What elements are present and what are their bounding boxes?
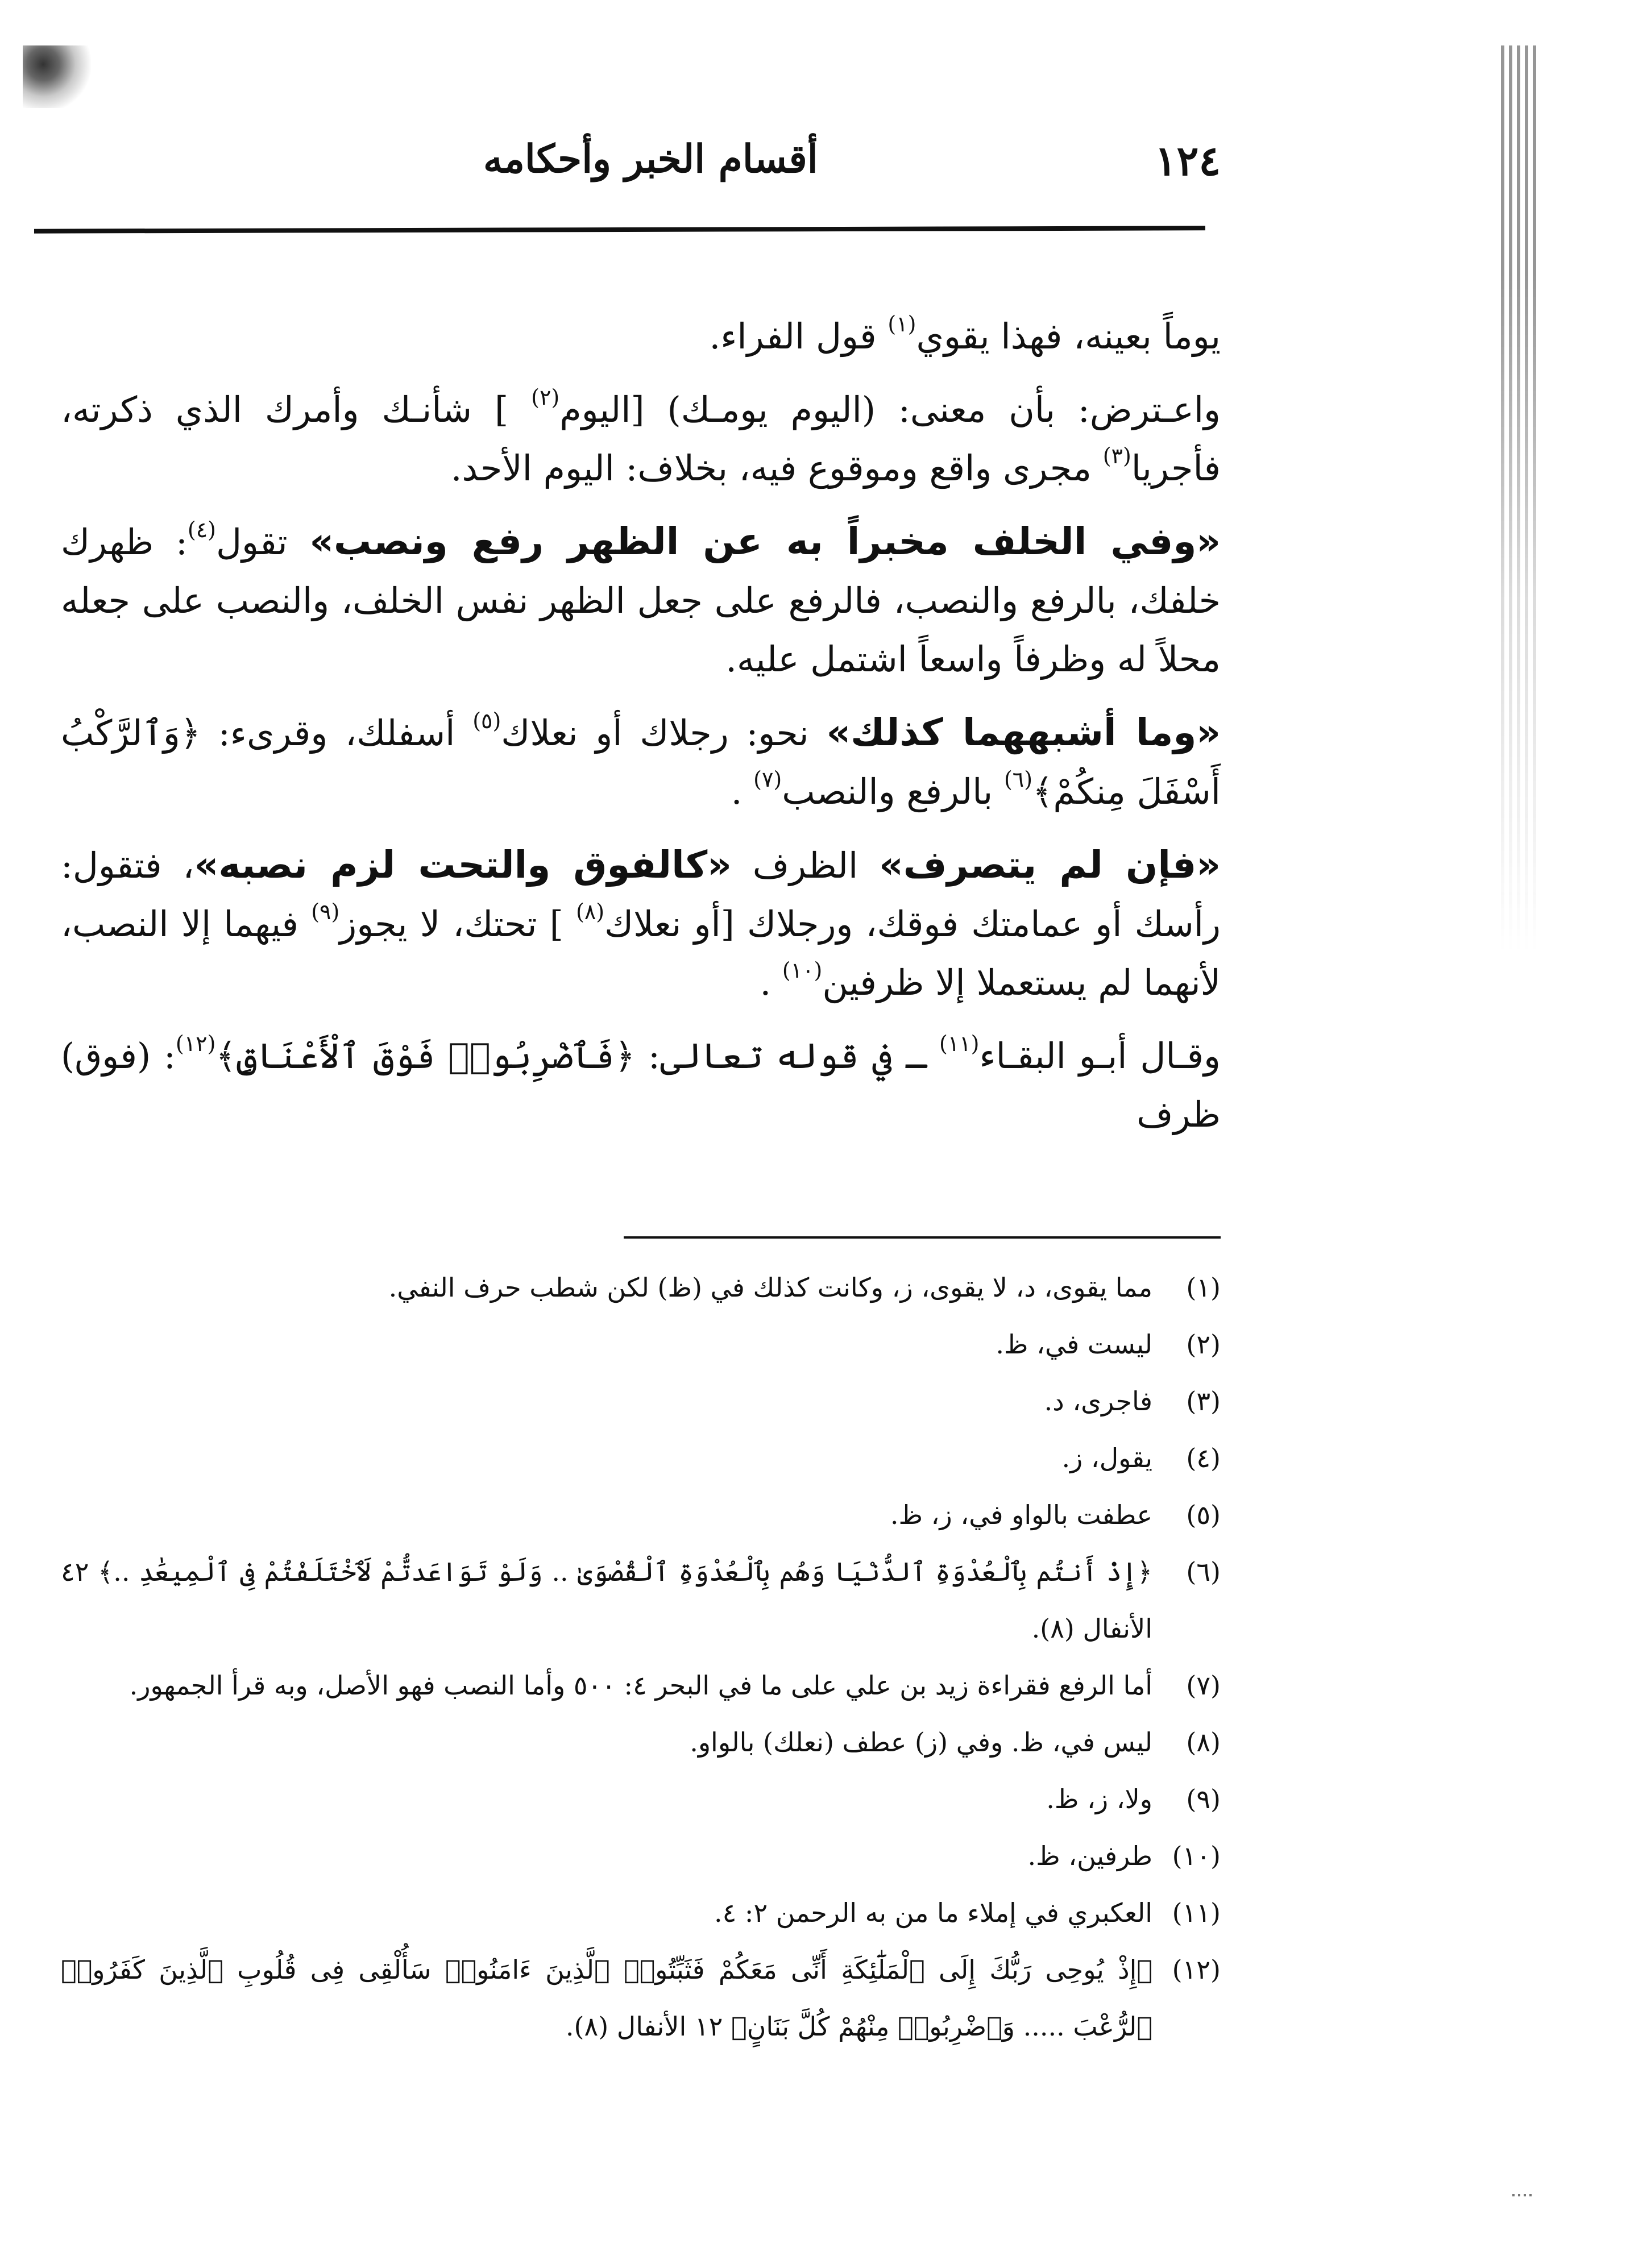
- text: وقـال أبـو البقـاء: [979, 1035, 1221, 1077]
- footnote-item: [61, 1259, 1221, 1316]
- text: ، فتقول: رأسك أو عمامتك فوقك، ورجلاك [أو نعلاك: [61, 845, 1221, 945]
- footnote-separator: [624, 1236, 1221, 1239]
- footnote-item: [61, 1373, 1221, 1430]
- running-title: أقسام الخبر وأحكامه: [483, 136, 818, 182]
- paragraph-4: [61, 703, 1221, 821]
- footnote-number: (٧): [1186, 1670, 1221, 1701]
- scan-artifact-dots: [1512, 2194, 1535, 2196]
- text: : ظهرك خلفك، بالرفع والنصب، فالرفع على جعل الظهر نفس الخلف، والنصب على جعله محلاً له وظرفاً واسعاً اشتمل عليه.: [61, 521, 1221, 680]
- text: قول الفراء.: [709, 315, 888, 357]
- bold-heading: «وفي الخلف مخبراً به عن الظهر رفع ونصب»: [309, 520, 1221, 563]
- footnote-item: [61, 1884, 1221, 1941]
- footnote-ref-6[interactable]: (٦): [1003, 767, 1033, 792]
- footnote-number: (١٠): [1172, 1841, 1221, 1871]
- footnote-item: [61, 1543, 1221, 1657]
- footnote-ref-3[interactable]: (٣): [1102, 443, 1131, 468]
- text: نحو: رجلاك أو نعلاك: [501, 712, 827, 754]
- text: مجرى واقع وموقوع فيه، بخلاف: اليوم الأحد.: [450, 447, 1103, 489]
- text: يوماً بعينه، فهذا يقوي: [916, 315, 1221, 357]
- footnote-number: (٥): [1186, 1499, 1221, 1530]
- footnote-ref-10[interactable]: (١٠): [782, 958, 823, 983]
- text: .: [760, 962, 782, 1003]
- text: الظرف: [731, 845, 880, 886]
- footnote-text: فاجرى، د.: [1044, 1386, 1152, 1417]
- footnote-text: مما يقوى، د، لا يقوى، ز، وكانت كذلك في (ظ) لكن شطب حرف النفي.: [388, 1272, 1152, 1303]
- footnote-item: [61, 1430, 1221, 1486]
- footnote-number: (٩): [1186, 1784, 1221, 1814]
- footnote-item: [61, 1827, 1221, 1884]
- footnote-text: ليس في، ظ. وفي (ز) عطف (نعلك) بالواو.: [690, 1727, 1152, 1758]
- footnote-text: ليست في، ظ.: [996, 1329, 1152, 1360]
- footnotes: [61, 1259, 1221, 2055]
- text: بالرفع والنصب: [782, 771, 1004, 812]
- footnote-ref-4[interactable]: (٤): [187, 517, 216, 542]
- page-header: [398, 131, 1221, 199]
- paragraph-6: [61, 1027, 1221, 1144]
- footnote-item: [61, 1714, 1221, 1771]
- footnote-text: ولا، ز، ظ.: [1046, 1784, 1152, 1814]
- paragraph-2: [61, 380, 1221, 497]
- footnote-text: أما الرفع فقراءة زيد بن علي على ما في البحر ٤: ٥٠٠ وأما النصب فهو الأصل، وبه قرأ الجمهور.: [129, 1670, 1152, 1701]
- footnote-ref-8[interactable]: (٨): [576, 899, 605, 924]
- text: ] تحتك، لا يجوز: [339, 903, 576, 945]
- footnote-ref-12[interactable]: (١٢): [175, 1031, 216, 1056]
- footnote-number: (٨): [1186, 1727, 1221, 1758]
- footnote-item: [61, 1486, 1221, 1543]
- footnote-text: ﴿إِذْ أَنتُم بِٱلْعُدْوَةِ ٱلدُّنْيَا وَهُم بِٱلْعُدْوَةِ ٱلْقُصْوَىٰ .. وَلَوْ تَوَاعَدتُّمْ لَٱخْتَلَفْتُمْ فِى ٱلْمِيعَٰدِ ..﴾ ٤٢ الأنفال (٨).: [61, 1556, 1152, 1644]
- footnote-ref-1[interactable]: (١): [887, 311, 916, 337]
- footnote-text: العكبري في إملاء ما من به الرحمن ٢: ٤.: [714, 1897, 1152, 1928]
- paragraph-1: [61, 307, 1221, 365]
- footnote-number: (١): [1186, 1272, 1221, 1303]
- footnote-ref-7[interactable]: (٧): [753, 767, 782, 792]
- footnote-ref-5[interactable]: (٥): [472, 708, 501, 733]
- footnote-number: (٢): [1186, 1329, 1221, 1360]
- quran-verse: ـ في قوله تعالى: ﴿فَٱضْرِبُوا۟ فَوْقَ ٱلْأَعْنَاقِ﴾: [215, 1035, 940, 1077]
- text: فيهما إلا النصب، لأنهما لم يستعملا إلا ظرفين: [61, 903, 1221, 1003]
- footnote-item: [61, 1316, 1221, 1373]
- footnote-ref-11[interactable]: (١١): [939, 1031, 980, 1056]
- footnote-ref-9[interactable]: (٩): [311, 899, 340, 924]
- page-number: ١٢٤: [1154, 136, 1221, 185]
- bold-heading: «وما أشبههما كذلك»: [826, 711, 1221, 754]
- text: .: [731, 771, 754, 812]
- text: : (فوق) ظرف: [61, 1035, 1221, 1135]
- quran-verse: أسفلك، وقرىء: ﴿وَٱلرَّكْبُ أَسْفَلَ مِنكُمْ﴾: [61, 712, 1221, 812]
- footnote-item: [61, 1771, 1221, 1827]
- paragraph-5: [61, 836, 1221, 1012]
- header-rule: [34, 226, 1205, 233]
- bold-heading: «فإن لم يتصرف»: [879, 843, 1221, 887]
- footnote-ref-2[interactable]: (٢): [531, 385, 560, 410]
- main-text: [61, 307, 1221, 1158]
- footnote-number: (٦): [1186, 1556, 1221, 1587]
- text: تقول: [215, 521, 310, 563]
- paragraph-3: [61, 512, 1221, 688]
- footnote-text: طرفين، ظ.: [1027, 1841, 1152, 1871]
- footnote-number: (١٢): [1172, 1954, 1221, 1985]
- footnote-number: (١١): [1172, 1897, 1221, 1928]
- footnote-text: ﴿إِذْ يُوحِى رَبُّكَ إِلَى ٱلْمَلَٰٓئِكَةِ أَنِّى مَعَكُمْ فَثَبِّتُوا۟ ٱلَّذِينَ ءَامَنُوا۟ سَأُلْقِى فِى قُلُوبِ ٱلَّذِينَ كَفَرُوا۟ ٱلرُّعْبَ ..... وَٱضْرِبُوا۟ مِنْهُمْ كُلَّ بَنَانٍ﴾ ١٢ الأنفال (٨).: [61, 1954, 1152, 2042]
- footnote-item: [61, 1657, 1221, 1714]
- scan-artifact-corner: [23, 45, 91, 108]
- footnote-number: (٣): [1186, 1386, 1221, 1417]
- text: ] شأنـك وأمرك الذي ذكرته، فأجريا: [61, 389, 1221, 489]
- footnote-text: يقول، ز.: [1061, 1443, 1152, 1473]
- footnote-number: (٤): [1186, 1443, 1221, 1473]
- footnote-item: [61, 1941, 1221, 2055]
- footnote-text: عطفت بالواو في، ز، ظ.: [890, 1499, 1152, 1530]
- bold-heading: «كالفوق والتحت لزم نصبه»: [194, 843, 732, 887]
- text: واعـترض: بأن معنى: (اليوم يومـك) [اليوم: [559, 389, 1221, 430]
- scan-artifact-binding: [1501, 45, 1541, 955]
